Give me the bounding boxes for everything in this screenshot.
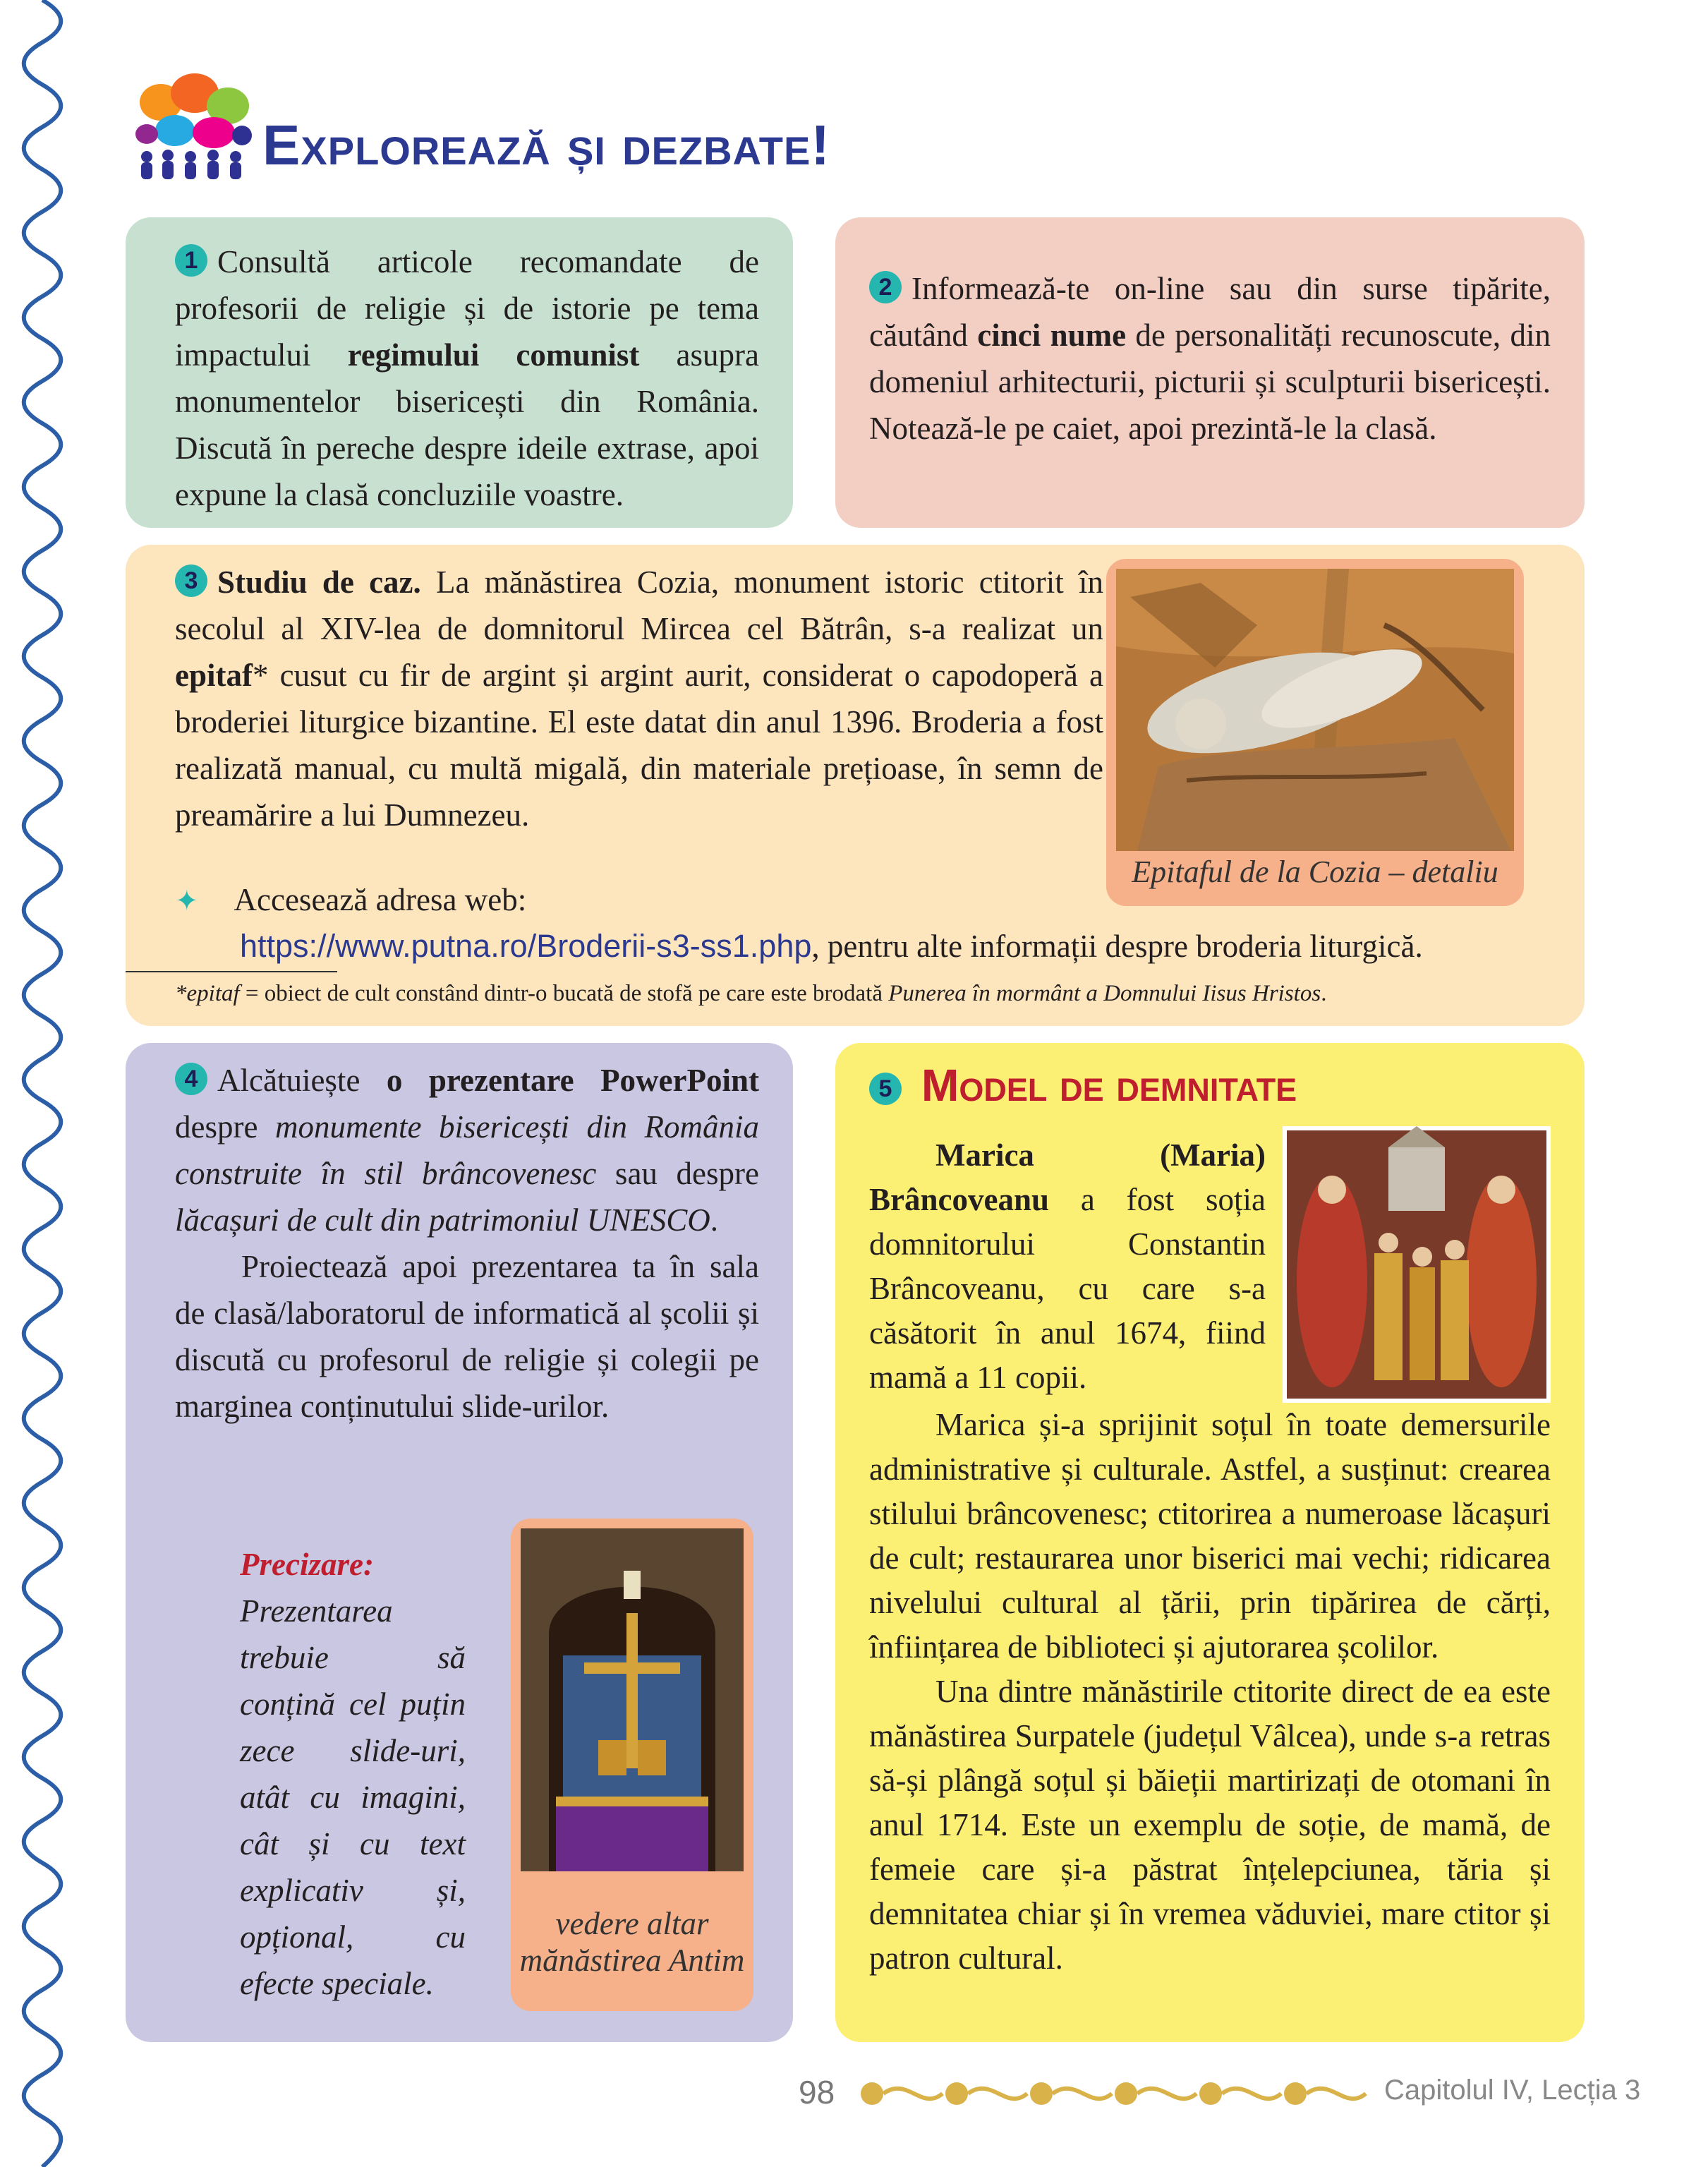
epitaph-image-frame xyxy=(1106,559,1524,906)
presentation-task-text: 4 Alcătuiește o prezentare PowerPoint despre monumente bisericești din România construite în stil brâncovenesc sau despre lăcașuri de cult din patrimoniul UNESCO. xyxy=(175,1063,760,1238)
web-link-line: https://www.putna.ro/Broderii-s3-ss1.php, pentru alte informații despre broderia liturgică. xyxy=(240,928,1423,964)
section-5-paragraph-3: Una dintre mănăstirile ctitorite direct de ea este mănăstirea Surpatele (județul Vâlcea), unde s-a retras să-și plângă soțul și băieții martirizați de otomani în anul 1714. Este un exemplu de soție, de mamă, de femeie care și-a păstrat înțelepciunea, tăria și demnitatea chiar și în vremea văduviei, mare ctitor și patron cultural. xyxy=(869,1674,1551,1976)
sparkle-icon: ✦ xyxy=(175,885,199,917)
note-title: Precizare: xyxy=(240,1547,374,1582)
activity-1-text: 1 Consultă articole recomandate de profesorii de religie și de istorie pe tema impactului regimului comunist asupra monumentelor bisericești din România. Discută în pereche despre ideile extrase, apoi expune la clasă concluziile voastre. xyxy=(175,244,759,512)
putna-link[interactable]: https://www.putna.ro/Broderii-s3-ss1.php xyxy=(240,928,812,964)
section-5-body xyxy=(869,1133,1551,1981)
section-5-heading xyxy=(869,1057,1551,1113)
activity-number-badge: 3 xyxy=(175,565,207,597)
brancoveanu-family-fresco-image xyxy=(1283,1126,1551,1403)
epitaph-caption: Epitaful de la Cozia – detaliu xyxy=(1132,855,1498,889)
case-study-text: 3 Studiu de caz. La mănăstirea Cozia, monument istoric ctitorit în secolul al XIV-lea de domnitorul Mircea cel Bătrân, s-a realizat un epitaf* cusut cu fir de argint și argint aurit, considerat o capodoperă a broderiei liturgice bizantine. El este datat din anul 1396. Broderia a fost realizată manual, cu multă migală, din materiale prețioase, în semn de preamărire a lui Dumnezeu. xyxy=(175,565,1103,833)
activity-number-badge: 1 xyxy=(175,244,207,277)
page-number: 98 xyxy=(799,2074,835,2111)
activity-number-badge: 5 xyxy=(869,1073,902,1105)
chapter-label: Capitolul IV, Lecția 3 xyxy=(1384,2075,1641,2106)
epitaph-embroidery-image xyxy=(1116,569,1514,851)
section-5-paragraph-2: Marica și-a sprijinit soțul în toate demersurile administrative și culturale. Astfel, a susținut: crearea stilului brâncovenesc; ctitorirea a numeroase lăcașuri de cult; restaurarea unor biserici mai vechi; ridicarea nivelului cultural al țării, prin tipărirea de cărți, înființarea de biblioteci și ajutorarea școlilor. xyxy=(869,1407,1551,1665)
presentation-paragraph-2: Proiectează apoi prezentarea ta în sala de clasă/laboratorul de informatică al școlii și discută cu profesorul de religie și colegii pe marginea conținutului slide-urilor. xyxy=(175,1249,759,1424)
note-section xyxy=(240,1541,466,2007)
altar-caption: vedere altar mănăstirea Antim xyxy=(519,1906,745,1978)
decorative-border xyxy=(0,0,85,2167)
page-title: Explorează și dezbate! xyxy=(262,114,830,176)
antim-altar-image xyxy=(521,1528,744,1871)
footnote-divider xyxy=(126,971,337,972)
footer-ornament xyxy=(851,2069,1373,2118)
section-5-title: Model de demnitate xyxy=(921,1060,1297,1111)
section-5-paragraph-1: Marica (Maria) Brâncoveanu a fost soția domnitorului Constantin Brâncoveanu, cu care s-a căsătorit în anul 1674, fiind mamă a 11 copii. xyxy=(869,1137,1266,1395)
activity-number-badge: 4 xyxy=(175,1063,207,1095)
epitaph-footnote: *epitaf = obiect de cult constând dintr-o bucată de stofă pe care este brodată Punerea în mormânt a Domnului Iisus Hristos. xyxy=(175,981,1327,1006)
altar-image-frame xyxy=(511,1519,753,2011)
activity-2-text: 2 Informează-te on-line sau din surse tipărite, căutând cinci nume de personalități recunoscute, din domeniul arhitecturii, picturii și sculpturii bisericești. Notează-le pe caiet, apoi prezintă-le la clasă. xyxy=(869,271,1551,446)
web-access-line: ✦ Accesează adresa web: xyxy=(175,882,527,917)
note-text: Prezentarea trebuie să conțină cel puțin zece slide-uri, atât cu imagini, cât și cu text explicativ și, opțional, cu efecte speciale. xyxy=(240,1593,466,2001)
model-of-dignity-box xyxy=(835,1043,1585,2042)
activity-box-1 xyxy=(126,217,793,528)
activity-box-2 xyxy=(835,217,1585,528)
discussion-logo-icon xyxy=(133,71,254,183)
activity-number-badge: 2 xyxy=(869,271,902,303)
